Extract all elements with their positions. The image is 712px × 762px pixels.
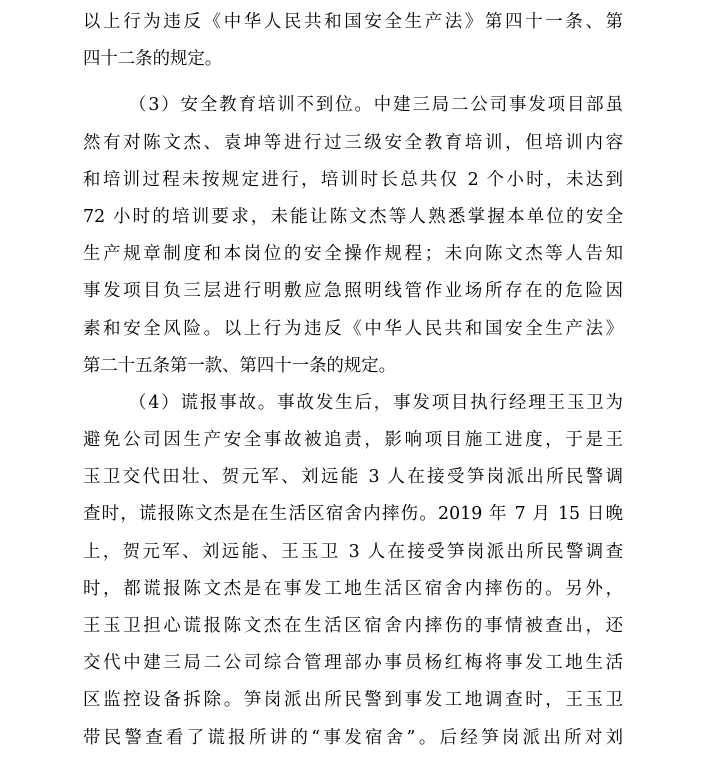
text-line: （4）谎报事故。事故发生后，事发项目执行经理王玉卫为 bbox=[129, 392, 623, 413]
text-line: 第二十五条第一款、第四十一条的规定。 bbox=[83, 355, 397, 376]
text-line: 然有对陈文杰、袁坤等进行过三级安全教育培训，但培训内容 bbox=[83, 132, 623, 153]
text-line: 避免公司因生产安全事故被追责，影响项目施工进度，于是王 bbox=[83, 430, 623, 451]
text-line: 四十二条的规定。 bbox=[83, 49, 223, 70]
paragraph-1 bbox=[83, 4, 712, 78]
text-line: （3）安全教育培训不到位。中建三局二公司事发项目部虽 bbox=[129, 95, 623, 116]
text-line: 生产规章制度和本岗位的安全操作规程；未向陈文杰等人告知 bbox=[83, 244, 623, 265]
text-line: 72 小时的培训要求，未能让陈文杰等人熟悉掌握本单位的安全 bbox=[83, 206, 623, 227]
text-line: 查时，谎报陈文杰是在生活区宿舍内摔伤。2019 年 7 月 15 日晚 bbox=[83, 504, 623, 525]
text-line: 上，贺元军、刘远能、王玉卫 3 人在接受笋岗派出所民警调查 bbox=[83, 541, 623, 562]
text-line: 素和安全风险。以上行为违反《中华人民共和国安全生产法》 bbox=[83, 318, 623, 339]
paragraph-2 bbox=[83, 87, 712, 385]
text-line: 以上行为违反《中华人民共和国安全生产法》第四十一条、第 bbox=[83, 12, 623, 32]
text-line: 区监控设备拆除。笋岗派出所民警到事发工地调查时，王玉卫 bbox=[83, 690, 623, 711]
text-line: 交代中建三局二公司综合管理部办事员杨红梅将事发工地生活 bbox=[83, 653, 623, 674]
text-line: 玉卫交代田壮、贺元军、刘远能 3 人在接受笋岗派出所民警调 bbox=[83, 467, 623, 488]
text-line: 王玉卫担心谎报陈文杰在生活区宿舍内摔伤的事情被查出，还 bbox=[83, 616, 623, 636]
text-line: 事发项目负三层进行明敷应急照明线管作业场所存在的危险因 bbox=[83, 281, 623, 302]
text-line: 和培训过程未按规定进行，培训时长总共仅 2 个小时，未达到 bbox=[83, 169, 623, 190]
text-line: 带民警查看了谎报所讲的“事发宿舍”。后经笋岗派出所对刘 bbox=[83, 727, 623, 748]
text-line: 时，都谎报陈文杰是在事发工地生活区宿舍内摔伤的。另外， bbox=[83, 578, 623, 599]
paragraph-3 bbox=[83, 385, 712, 757]
